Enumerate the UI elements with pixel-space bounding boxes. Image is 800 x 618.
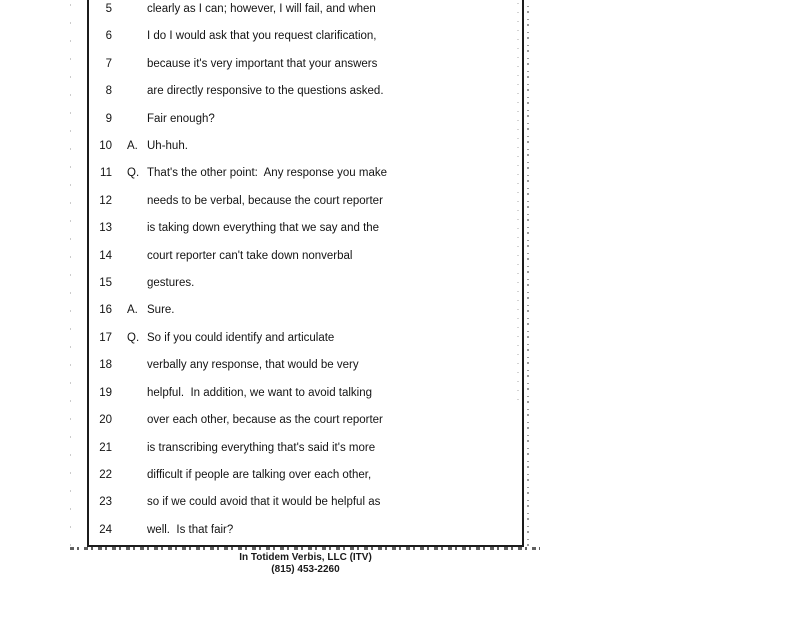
line-number: 14 [99, 249, 112, 262]
line-text: Sure. [147, 304, 175, 317]
transcript-line [89, 112, 522, 139]
line-text: helpful. In addition, we want to avoid talking [147, 386, 373, 399]
transcript-line [89, 2, 522, 29]
speaker-marker: A. [127, 140, 138, 153]
line-text: I do I would ask that you request clarification, [147, 30, 377, 43]
transcript-line [89, 303, 522, 330]
transcript-line [89, 358, 522, 385]
transcript-line [89, 249, 522, 276]
line-text: over each other, because as the court reporter [147, 414, 383, 427]
line-number: 22 [99, 468, 112, 481]
line-number: 12 [99, 194, 112, 207]
line-text: court reporter can't take down nonverbal [147, 249, 353, 262]
transcript-line [89, 523, 522, 550]
transcript-line [89, 139, 522, 166]
line-number: 11 [100, 167, 112, 180]
line-text: are directly responsive to the questions asked. [147, 85, 384, 98]
transcript-line [89, 57, 522, 84]
reporter-footer [87, 552, 524, 576]
line-number: 15 [99, 277, 112, 290]
line-number: 23 [99, 496, 112, 509]
line-text: difficult if people are talking over each other, [147, 468, 372, 481]
transcript-line [89, 413, 522, 440]
line-number: 21 [99, 441, 112, 454]
scan-artifact-right-edge [527, 0, 529, 546]
line-text: clearly as I can; however, I will fail, and when [147, 3, 376, 15]
speaker-marker: A. [127, 304, 138, 317]
line-number: 16 [99, 304, 112, 317]
transcript-line [89, 386, 522, 413]
transcript-line [89, 221, 522, 248]
transcript-line [89, 441, 522, 468]
line-number: 13 [99, 222, 112, 235]
transcript-line [89, 276, 522, 303]
line-number: 6 [105, 30, 112, 43]
transcript-line [89, 331, 522, 358]
transcript-line [89, 194, 522, 221]
transcript-line [89, 166, 522, 193]
line-text: well. Is that fair? [147, 523, 234, 536]
line-number: 10 [99, 140, 112, 153]
scan-artifact-left-edge [70, 0, 71, 546]
line-number: 18 [99, 359, 112, 372]
line-number: 8 [105, 85, 112, 98]
line-text: because it's very important that your answers [147, 57, 378, 70]
transcript-line [89, 84, 522, 111]
line-text: gestures. [147, 277, 195, 290]
transcript-line [89, 495, 522, 522]
transcript-line [89, 29, 522, 56]
reporter-firm-name: In Totidem Verbis, LLC (ITV) [239, 552, 372, 563]
transcript-lines [89, 2, 522, 550]
scan-artifact-inner-right [517, 0, 519, 400]
speaker-marker: Q. [127, 167, 140, 180]
transcript-page-border [87, 0, 524, 547]
transcript-line [89, 468, 522, 495]
line-number: 7 [105, 57, 112, 70]
line-text: verbally any response, that would be very [147, 359, 359, 372]
reporter-phone-number: (815) 453-2260 [271, 564, 340, 575]
line-number: 20 [99, 414, 112, 427]
line-text: so if we could avoid that it would be helpful as [147, 496, 381, 509]
line-number: 17 [99, 331, 112, 344]
line-number: 19 [99, 386, 112, 399]
line-text: Fair enough? [147, 112, 215, 125]
line-text: needs to be verbal, because the court reporter [147, 194, 383, 207]
line-number: 9 [105, 112, 112, 125]
line-text: is taking down everything that we say and the [147, 222, 380, 235]
line-text: Uh-huh. [147, 140, 188, 153]
line-number: 24 [99, 523, 112, 536]
speaker-marker: Q. [127, 331, 140, 344]
line-text: That's the other point: Any response you make [147, 167, 388, 180]
scan-artifact-bottom-smudge [70, 547, 540, 550]
line-text: is transcribing everything that's said it's more [147, 441, 376, 454]
line-text: So if you could identify and articulate [147, 331, 335, 344]
line-number: 5 [105, 3, 112, 15]
